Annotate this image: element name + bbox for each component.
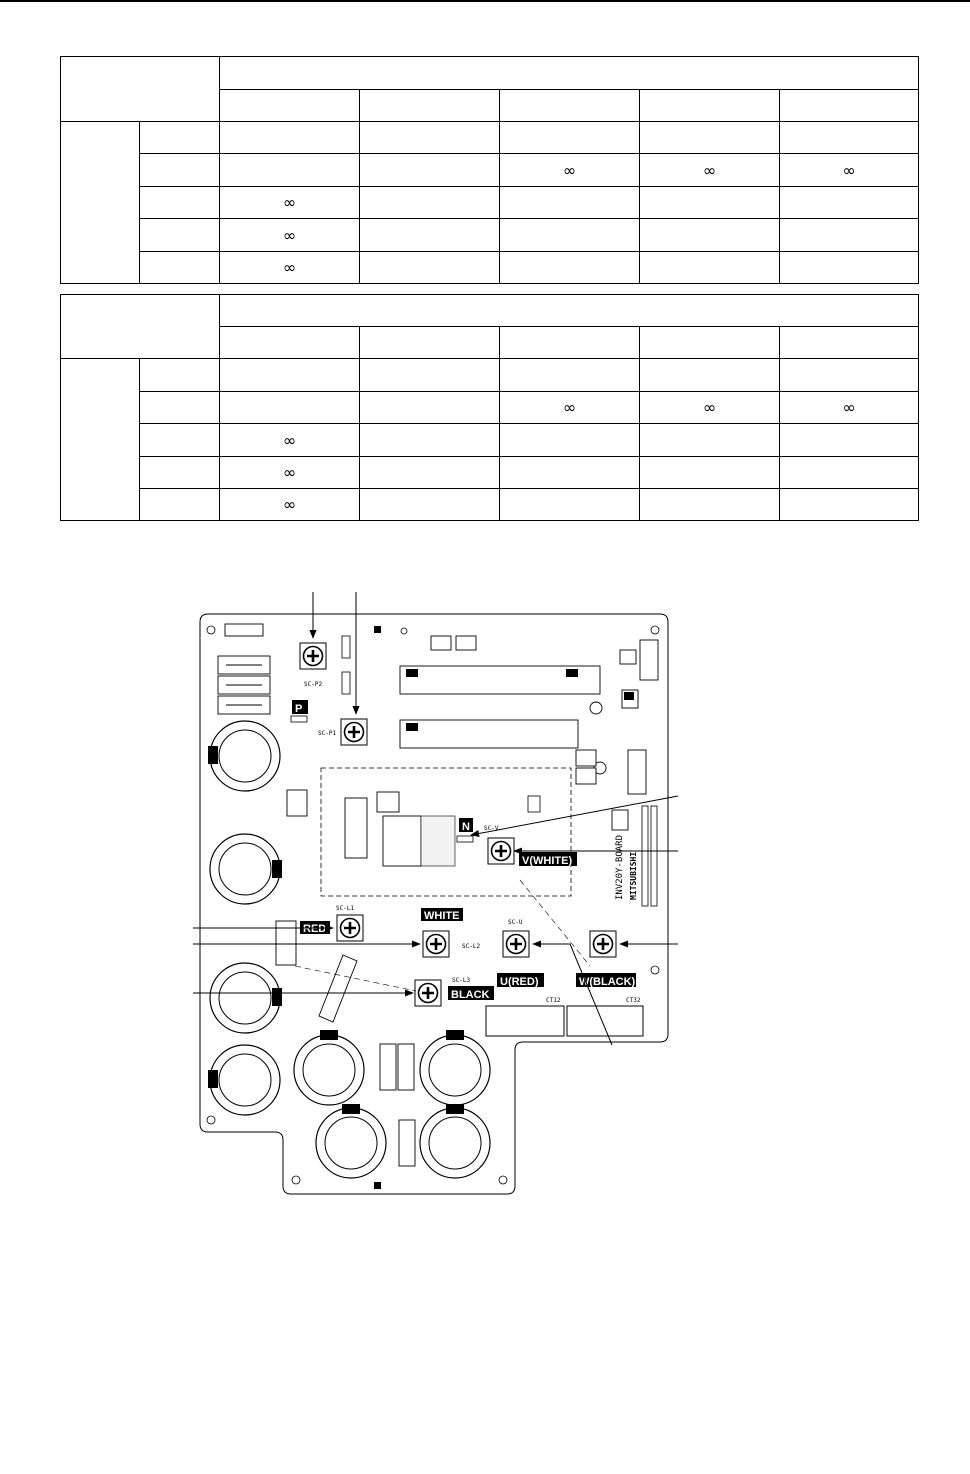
module-component <box>345 798 367 858</box>
sc-p1-terminal-screw <box>341 719 367 745</box>
sc-p1-label: SC-P1 <box>318 730 337 737</box>
sc-l3-terminal-screw <box>415 980 441 1006</box>
table-cell: ∞ <box>640 392 780 424</box>
u-red-label: U(RED) <box>500 976 539 988</box>
module-component <box>421 816 455 866</box>
module-component <box>528 796 540 812</box>
small-capacitor <box>590 702 602 714</box>
table-cell: ∞ <box>640 154 780 187</box>
sc-w-terminal-screw <box>590 931 616 957</box>
sc-l2-terminal-screw <box>423 931 449 957</box>
sc-p2-label: SC-P2 <box>304 681 323 688</box>
capacitor-c1 <box>210 721 280 791</box>
fiducial-mark <box>374 1182 381 1189</box>
fiducial-mark <box>374 626 381 633</box>
table-cell: ∞ <box>220 219 360 252</box>
maker-name: MITSUBISHI <box>629 851 638 900</box>
table-cell: ∞ <box>220 489 360 521</box>
ct32-label: CT32 <box>626 997 641 1004</box>
sc-l2-label: SC-L2 <box>462 943 481 950</box>
capacitor-c5 <box>294 1035 364 1105</box>
capacitor-c7 <box>316 1108 386 1178</box>
capacitor-c3 <box>210 963 280 1033</box>
capacitor-c4 <box>210 1045 280 1115</box>
table-cell: ∞ <box>780 392 919 424</box>
table-cell: ∞ <box>220 187 360 219</box>
table-cell: ∞ <box>220 252 360 284</box>
resistor <box>342 636 350 658</box>
board-name: INV20Y-BOARD <box>615 834 625 900</box>
sc-u-terminal-screw <box>503 931 529 957</box>
module-component <box>377 792 399 812</box>
white-label: WHITE <box>424 910 460 922</box>
ct32-block <box>567 1006 643 1036</box>
sc-l1-terminal-screw <box>337 915 363 941</box>
sc-u-label: SC-U <box>508 919 523 926</box>
n-terminal <box>457 836 473 842</box>
table-cell: ∞ <box>220 424 360 457</box>
black-label: BLACK <box>451 989 490 1001</box>
ic-package <box>576 750 596 766</box>
capacitor-c8 <box>420 1108 490 1178</box>
capacitor-c6 <box>420 1035 490 1105</box>
sc-l1-label: SC-L1 <box>336 905 355 912</box>
table-cell: ∞ <box>220 457 360 489</box>
p-label: P <box>295 703 303 715</box>
capacitor-c2 <box>210 834 280 904</box>
ct12-label: CT12 <box>546 997 561 1004</box>
sc-v-terminal-screw <box>488 838 514 864</box>
sc-p2-terminal-screw <box>300 643 326 669</box>
ic-package <box>576 768 596 784</box>
resistor <box>342 672 350 694</box>
w-black-label: W(BLACK) <box>579 976 636 988</box>
table-cell: ∞ <box>500 392 640 424</box>
sc-l3-label: SC-L3 <box>452 977 471 984</box>
table-cell: ∞ <box>780 154 919 187</box>
p-terminal <box>291 716 307 722</box>
table-cell: ∞ <box>500 154 640 187</box>
n-label: N <box>462 821 470 833</box>
red-label: RED <box>303 923 327 935</box>
v-white-label: V(WHITE) <box>522 855 573 867</box>
ct12-block <box>486 1006 564 1036</box>
sc-v-label: SC-V <box>484 825 499 832</box>
module-component <box>383 816 421 866</box>
